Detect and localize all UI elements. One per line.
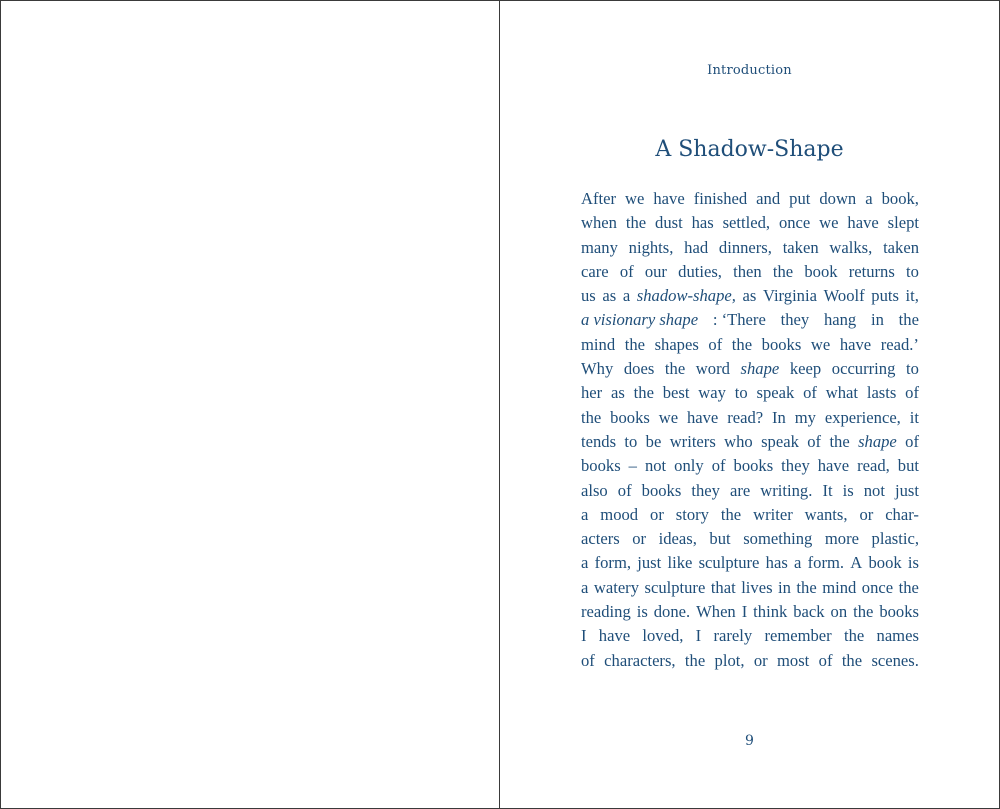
word: the	[841, 650, 863, 670]
text-line	[581, 600, 919, 624]
word: a	[581, 504, 589, 524]
word: Woolf	[823, 286, 865, 306]
word: writing.	[760, 480, 813, 500]
word: writer	[753, 504, 793, 524]
word: read.’	[880, 334, 919, 354]
word: of	[708, 334, 723, 354]
word: tends	[581, 431, 617, 451]
word: of	[711, 456, 726, 476]
word: taken	[883, 237, 919, 257]
word: a	[581, 577, 589, 597]
text-line	[581, 308, 919, 332]
word: lives	[741, 577, 773, 597]
word: finished	[693, 189, 748, 208]
word: of	[807, 431, 822, 451]
word: a	[794, 553, 802, 573]
word: A	[850, 553, 863, 573]
word: shapes	[654, 334, 699, 354]
word: When	[696, 602, 736, 622]
word: After	[581, 189, 617, 208]
word: to	[734, 383, 748, 403]
word: books	[610, 407, 650, 427]
word: reading	[581, 602, 631, 622]
word: more	[824, 529, 859, 549]
word: I	[695, 626, 702, 646]
word: something	[743, 529, 813, 549]
word: have	[653, 189, 685, 208]
word: the	[624, 334, 645, 354]
word: my	[794, 407, 816, 427]
word: and	[756, 189, 781, 208]
word: nights,	[628, 237, 674, 257]
word: had	[684, 237, 709, 257]
word: form.	[807, 553, 845, 573]
word: of	[581, 650, 595, 670]
word: plot,	[714, 650, 745, 670]
word: are	[729, 480, 751, 500]
word: slept	[887, 213, 919, 233]
word: as	[602, 286, 617, 306]
word: have	[839, 334, 872, 354]
word: the	[772, 261, 794, 281]
word: lasts	[866, 383, 897, 403]
word: best	[662, 383, 690, 403]
word: is	[636, 602, 648, 622]
word: the	[898, 577, 919, 597]
word: In	[772, 407, 786, 427]
word: keep	[789, 359, 822, 379]
word: have	[686, 407, 719, 427]
word: taken	[782, 237, 819, 257]
word: Virginia	[762, 286, 817, 306]
word: the	[829, 431, 850, 451]
right-page	[500, 1, 999, 808]
word: the	[796, 577, 817, 597]
text-line	[581, 381, 919, 405]
word: the	[898, 310, 919, 330]
word: of	[803, 383, 817, 403]
text-line	[581, 479, 919, 503]
word: or	[753, 650, 768, 670]
word: of	[905, 383, 919, 403]
word: form,	[594, 553, 632, 573]
word: care	[581, 261, 609, 281]
word: books	[879, 602, 919, 622]
text-line	[581, 503, 919, 527]
word: the	[581, 407, 602, 427]
text-line	[581, 284, 919, 308]
word: –	[628, 456, 637, 476]
word: mind	[822, 577, 857, 597]
text-line	[581, 624, 919, 648]
word: read,	[857, 456, 890, 476]
word: that	[710, 577, 736, 597]
word: they	[780, 310, 810, 330]
body-text	[581, 187, 919, 673]
word: book	[804, 261, 838, 281]
word: : ‘There	[712, 310, 766, 330]
word: the	[625, 213, 647, 233]
word: duties,	[678, 261, 722, 281]
word: has	[765, 553, 788, 573]
word: or	[859, 504, 874, 524]
word: the	[843, 626, 865, 646]
word: shape	[858, 431, 897, 451]
word: speak	[761, 431, 799, 451]
word: story	[675, 504, 709, 524]
word: the	[853, 602, 874, 622]
word: mood	[600, 504, 639, 524]
word: is	[842, 480, 854, 500]
word: dust	[655, 213, 683, 233]
word: most	[777, 650, 810, 670]
text-line	[581, 527, 919, 551]
word: acters	[581, 529, 620, 549]
word: a visionary shape	[581, 310, 699, 330]
word: many	[581, 237, 618, 257]
word: back	[793, 602, 825, 622]
word: we	[810, 334, 831, 354]
word: of	[617, 480, 632, 500]
word: down	[819, 189, 857, 208]
word: returns	[848, 261, 895, 281]
word: loved,	[642, 626, 684, 646]
word: names	[876, 626, 919, 646]
word: not	[644, 456, 667, 476]
word: puts	[871, 286, 899, 306]
word: they	[781, 456, 810, 476]
word: but	[897, 456, 919, 476]
word: the	[731, 334, 753, 354]
word: or	[650, 504, 664, 524]
word: to	[624, 431, 638, 451]
word: we	[625, 189, 645, 208]
word: read?	[727, 407, 764, 427]
word: does	[623, 359, 655, 379]
word: just	[895, 480, 919, 500]
word: sculpture	[644, 577, 706, 597]
word: sculpture	[698, 553, 760, 573]
word: plastic,	[871, 529, 919, 549]
word: mind	[581, 334, 616, 354]
word: remember	[764, 626, 832, 646]
word: characters,	[604, 650, 676, 670]
word: only	[674, 456, 704, 476]
text-line	[581, 187, 919, 211]
word: walks,	[829, 237, 873, 257]
text-line	[581, 406, 919, 430]
word: we	[819, 213, 839, 233]
word: also	[581, 480, 608, 500]
word: hang	[823, 310, 857, 330]
page-number: 9	[745, 733, 754, 749]
word: to	[906, 261, 919, 281]
word: it,	[905, 286, 919, 306]
word: books	[733, 456, 774, 476]
word: us	[581, 286, 596, 306]
word: a	[622, 286, 631, 306]
word: like	[667, 553, 693, 573]
word: speak	[756, 383, 795, 403]
word: a	[581, 553, 589, 573]
word: the	[664, 359, 686, 379]
word: they	[691, 480, 720, 500]
word: has	[691, 213, 714, 233]
word: of	[619, 261, 634, 281]
word: as	[742, 286, 757, 306]
word: scenes.	[871, 650, 919, 670]
word: have	[817, 456, 850, 476]
word: books	[761, 334, 802, 354]
word: word	[695, 359, 730, 379]
text-line	[581, 430, 919, 454]
chapter-title: A Shadow-Shape	[655, 137, 844, 162]
left-page	[1, 1, 500, 808]
word: a	[865, 189, 873, 208]
word: I	[741, 602, 748, 622]
word: ideas,	[658, 529, 697, 549]
word: books	[641, 480, 682, 500]
word: but	[709, 529, 731, 549]
word: once	[778, 213, 811, 233]
word: writers	[669, 431, 716, 451]
word: what	[825, 383, 859, 403]
word: rarely	[713, 626, 753, 646]
word: her	[581, 383, 603, 403]
text-line	[581, 260, 919, 284]
word: wants,	[804, 504, 848, 524]
word: shape	[740, 359, 780, 379]
word: I	[581, 626, 587, 646]
word: way	[698, 383, 726, 403]
word: think	[753, 602, 788, 622]
word: shadow-shape,	[636, 286, 736, 306]
word: as	[611, 383, 625, 403]
word: put	[789, 189, 811, 208]
text-line	[581, 333, 919, 357]
word: we	[658, 407, 679, 427]
word: the	[633, 383, 654, 403]
word: done.	[653, 602, 691, 622]
word: book	[868, 553, 902, 573]
word: It	[822, 480, 833, 500]
word: just	[637, 553, 662, 573]
word: then	[733, 261, 762, 281]
text-line	[581, 576, 919, 600]
text-line	[581, 357, 919, 381]
word: it	[909, 407, 919, 427]
word: have	[847, 213, 879, 233]
word: of	[905, 431, 919, 451]
word: experience,	[824, 407, 901, 427]
text-line	[581, 454, 919, 478]
word: is	[907, 553, 919, 573]
word: settled,	[722, 213, 771, 233]
word: book,	[881, 189, 919, 208]
text-line	[581, 211, 919, 235]
word: in	[778, 577, 791, 597]
word: be	[645, 431, 662, 451]
word: the	[684, 650, 706, 670]
word: have	[598, 626, 631, 646]
word: Why	[581, 359, 614, 379]
word: watery	[593, 577, 640, 597]
word: dinners,	[718, 237, 772, 257]
word: occurring	[831, 359, 896, 379]
text-line	[581, 551, 919, 575]
word: once	[861, 577, 894, 597]
word: of	[818, 650, 833, 670]
word: in	[870, 310, 884, 330]
word: the	[720, 504, 742, 524]
word: char-	[885, 504, 919, 524]
word: not	[863, 480, 885, 500]
text-line	[581, 236, 919, 260]
word: books	[581, 456, 621, 476]
running-head: Introduction	[707, 63, 792, 78]
word: on	[830, 602, 848, 622]
word: our	[644, 261, 667, 281]
word: or	[632, 529, 647, 549]
word: to	[905, 359, 919, 379]
word: who	[724, 431, 753, 451]
word: when	[581, 213, 617, 233]
text-line	[581, 649, 919, 673]
